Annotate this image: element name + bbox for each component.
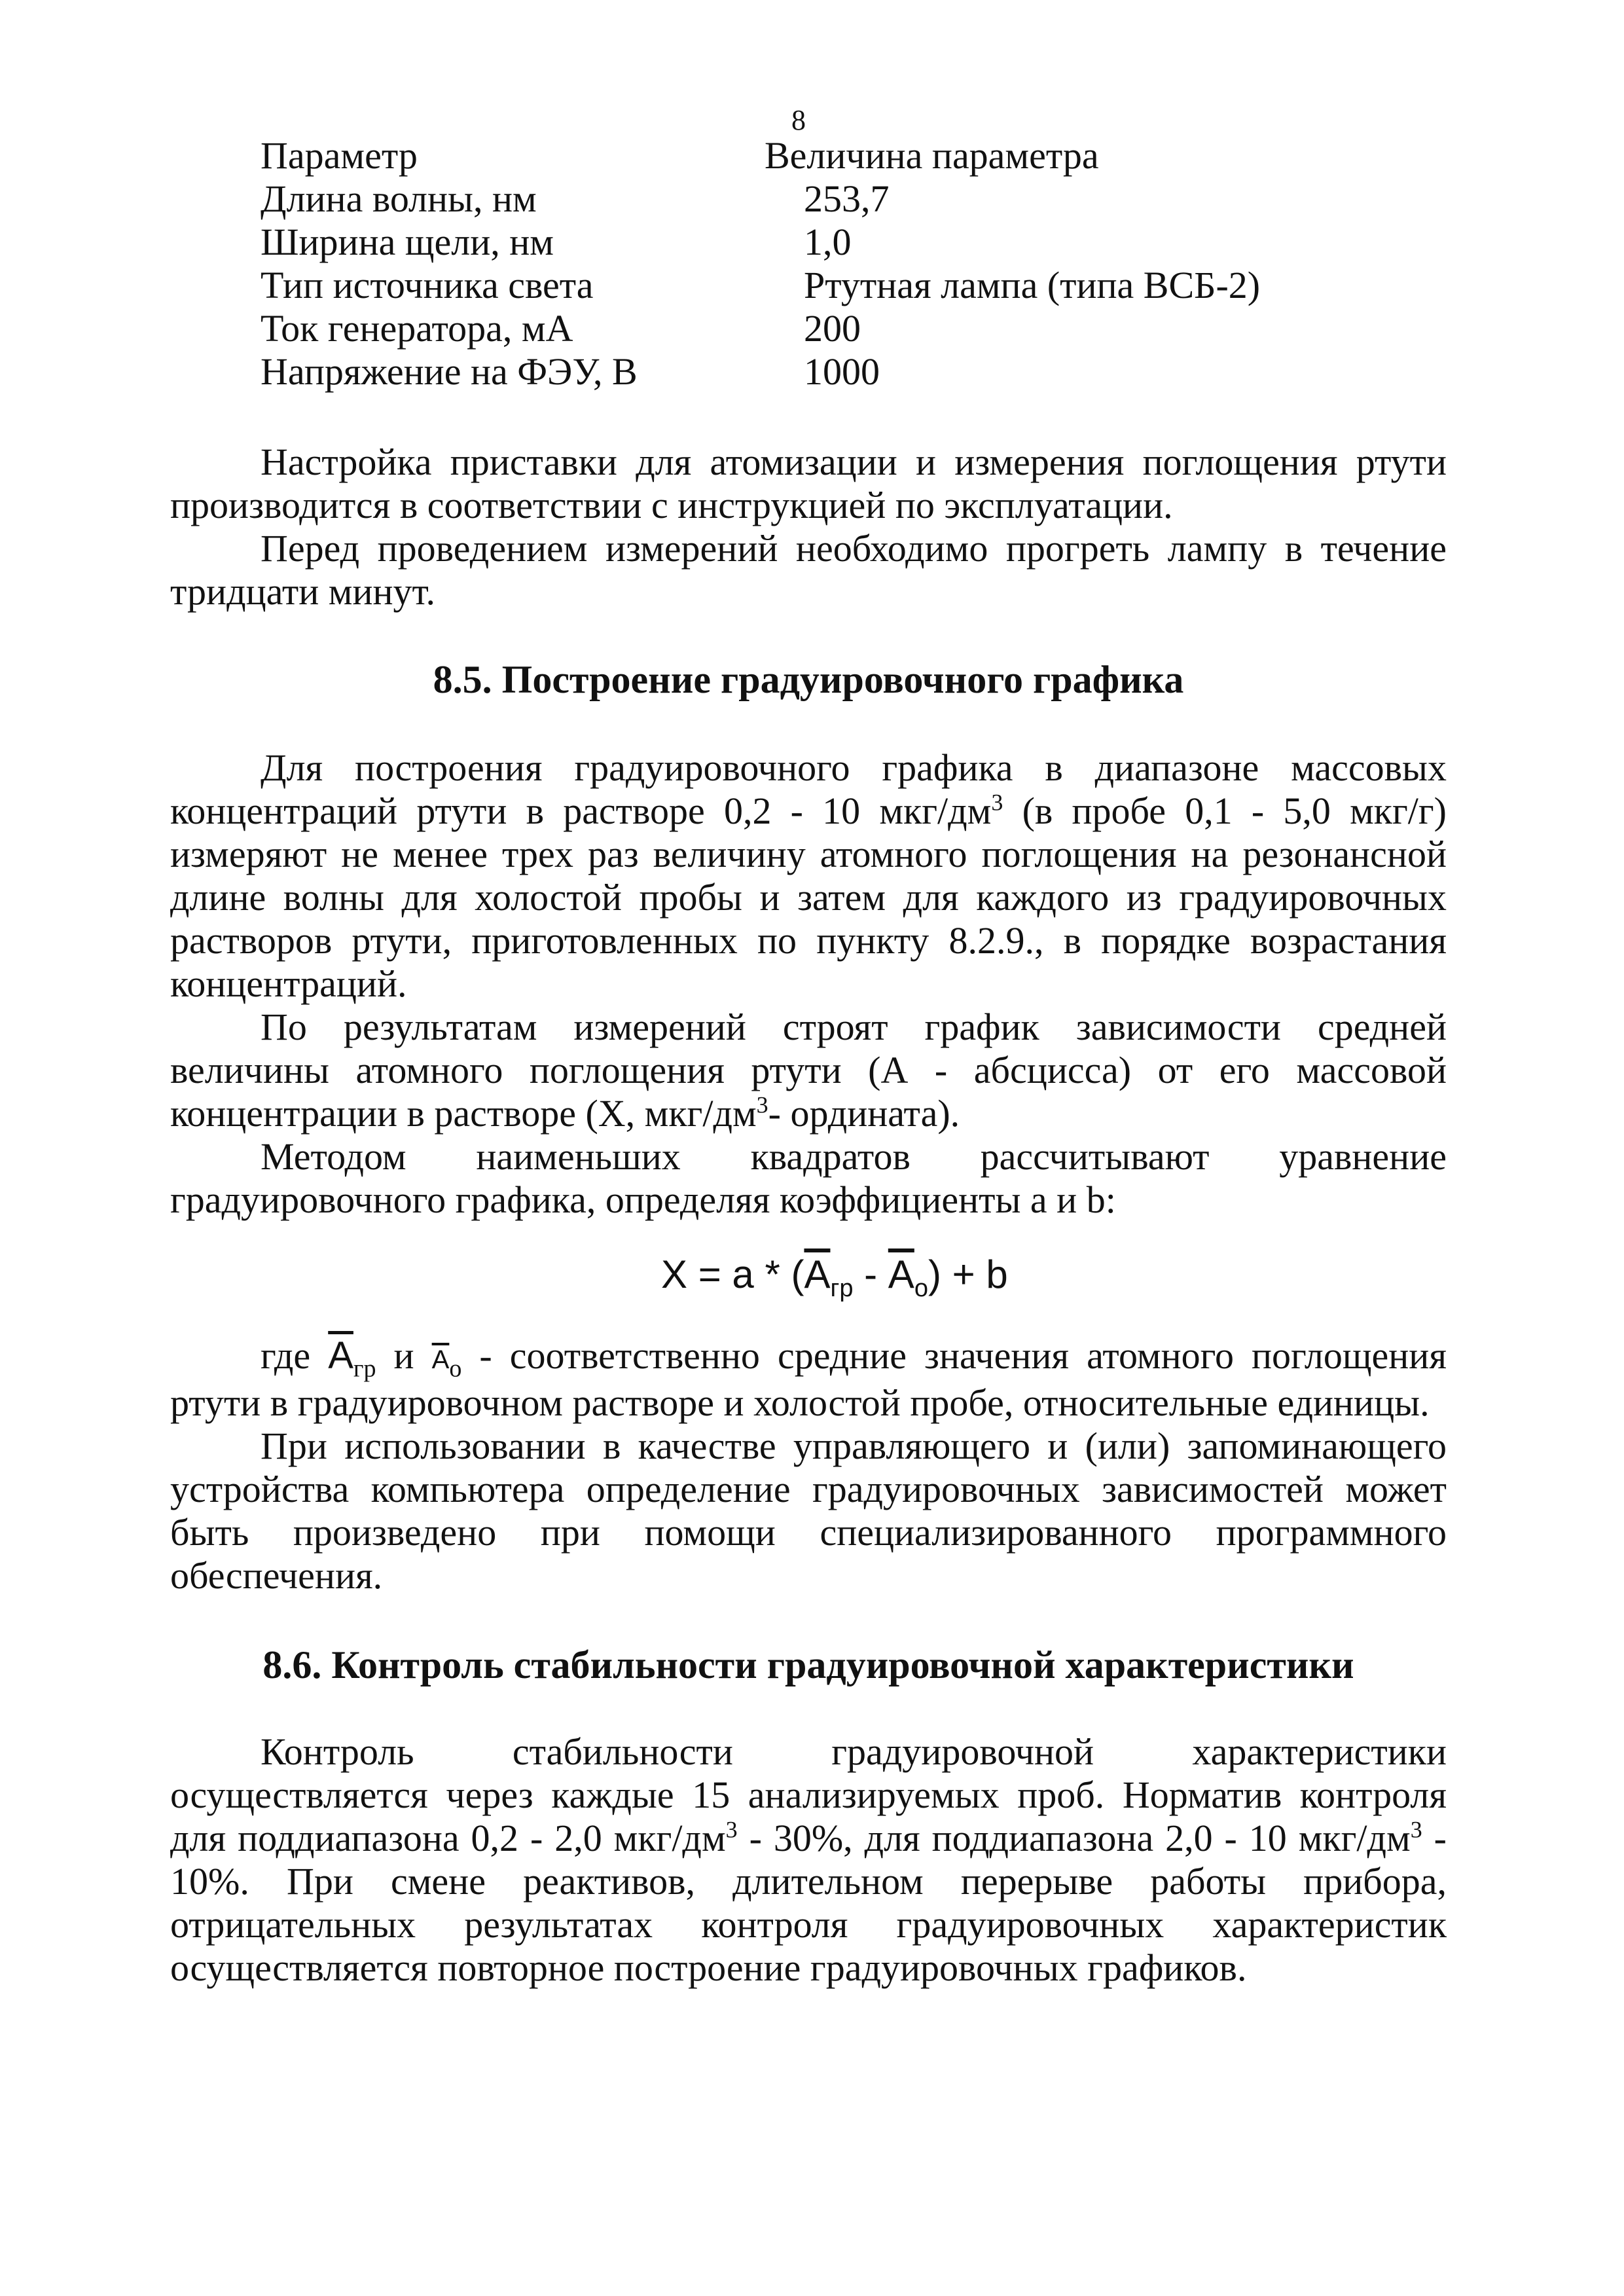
section-heading-8-6: 8.6. Контроль стабильности градуировочной характеристики xyxy=(262,1643,1354,1686)
superscript: 3 xyxy=(725,1816,738,1843)
parameter-row xyxy=(261,221,1439,264)
symbol-a-gr: $\overline{A}$ xyxy=(328,1334,353,1377)
calibration-formula xyxy=(661,1252,1008,1302)
text-run: (в пробе 0,1 - 5,0 мкг/г) измеряют не менее трех раз величину атомного поглощения на резонансной длине волны для холостой пробы и затем для каждого из градуировочных растворов ртути, приготовленных по пункту 8.2.9., в порядке возрастания концентраций. xyxy=(170,790,1447,1005)
parameter-table xyxy=(261,134,1439,393)
formula-rhs: ) + b xyxy=(928,1252,1008,1296)
parameter-row xyxy=(261,264,1439,307)
symbol-a-0: $\overline{A}$ xyxy=(431,1345,450,1374)
superscript: 3 xyxy=(1410,1816,1422,1843)
paragraph xyxy=(170,1006,1447,1135)
text-run: По результатам измерений строят график зависимости средней величины атомного поглощения ртути (А - абсцисса) от его массовой концентрации в растворе (X, мкг/дм xyxy=(170,1006,1447,1135)
parameter-value: 200 xyxy=(804,307,861,350)
text-run: Для построения градуировочного графика в диапазоне массовых концентраций ртути в растворе 0,2 - 10 мкг/дм xyxy=(170,746,1447,832)
formula-a-0-sub: o xyxy=(914,1275,928,1302)
parameter-value: 1000 xyxy=(804,350,880,393)
parameter-table-header xyxy=(261,134,1439,177)
paragraph: Методом наименьших квадратов рассчитывают уравнение градуировочного графика, определяя коэффициенты a и b: xyxy=(170,1135,1447,1221)
parameter-row xyxy=(261,350,1439,393)
parameter-name: Ток генератора, мА xyxy=(261,307,573,350)
text-run: - ордината). xyxy=(768,1092,960,1135)
parameter-value: 253,7 xyxy=(804,177,890,220)
text-run: - соответственно средние значения атомного поглощения ртути в градуировочном растворе и холостой пробе, относительные единицы. xyxy=(170,1334,1447,1424)
text-run: - 10%. При смене реактивов, длительном перерыве работы прибора, отрицательных результатах контроля градуировочных характеристик осуществляется повторное построение градуировочных графиков. xyxy=(170,1817,1447,1989)
parameter-name: Ширина щели, нм xyxy=(261,221,554,263)
parameter-value: 1,0 xyxy=(804,221,852,263)
formula-a-gr: $\overline{A}$ xyxy=(804,1252,831,1296)
superscript: 3 xyxy=(756,1091,768,1118)
paragraph: Перед проведением измерений необходимо прогреть лампу в течение тридцати минут. xyxy=(170,527,1447,613)
section-heading-8-5: 8.5. Построение градуировочного графика xyxy=(433,658,1184,701)
symbol-a-0-sub: o xyxy=(449,1355,462,1383)
text-run: и xyxy=(376,1334,432,1377)
section-8-5-body-continued xyxy=(170,1334,1447,1597)
parameter-row xyxy=(261,177,1439,221)
paragraph xyxy=(170,746,1447,1006)
symbol-a-gr-sub: гр xyxy=(353,1355,376,1383)
parameter-header: Параметр xyxy=(261,134,418,177)
paragraph xyxy=(170,1730,1447,1990)
text-run: Контроль стабильности градуировочной характеристики осуществляется через каждые 15 анализируемых проб. Норматив контроля для поддиапазона 0,2 - 2,0 мкг/дм xyxy=(170,1730,1447,1859)
formula-lhs: X = a * ( xyxy=(661,1252,804,1296)
intro-block xyxy=(170,441,1447,613)
text-run: где xyxy=(261,1334,329,1377)
superscript: 3 xyxy=(991,789,1003,816)
parameter-name: Напряжение на ФЭУ, В xyxy=(261,350,638,393)
paragraph: При использовании в качестве управляющего и (или) запоминающего устройства компьютера определение градуировочных зависимостей может быть произведено при помощи специализированного программного обеспечения. xyxy=(170,1425,1447,1597)
paragraph: Настройка приставки для атомизации и измерения поглощения ртути производится в соответствии с инструкцией по эксплуатации. xyxy=(170,441,1447,526)
parameter-row xyxy=(261,307,1439,350)
parameter-name: Длина волны, нм xyxy=(261,177,537,220)
formula-a-gr-sub: гр xyxy=(830,1275,854,1302)
parameter-value: Ртутная лампа (типа ВСБ-2) xyxy=(804,264,1261,306)
paragraph xyxy=(170,1334,1447,1425)
parameter-value-header: Величина параметра xyxy=(765,134,1099,177)
section-8-6-body xyxy=(170,1730,1447,1990)
parameter-name: Тип источника света xyxy=(261,264,594,306)
formula-a-0: $\overline{A}$ xyxy=(888,1252,914,1296)
formula-minus: - xyxy=(853,1252,888,1296)
section-8-5-body xyxy=(170,746,1447,1222)
text-run: - 30%, для поддиапазона 2,0 - 10 мкг/дм xyxy=(737,1817,1411,1859)
page-number: 8 xyxy=(791,104,806,136)
